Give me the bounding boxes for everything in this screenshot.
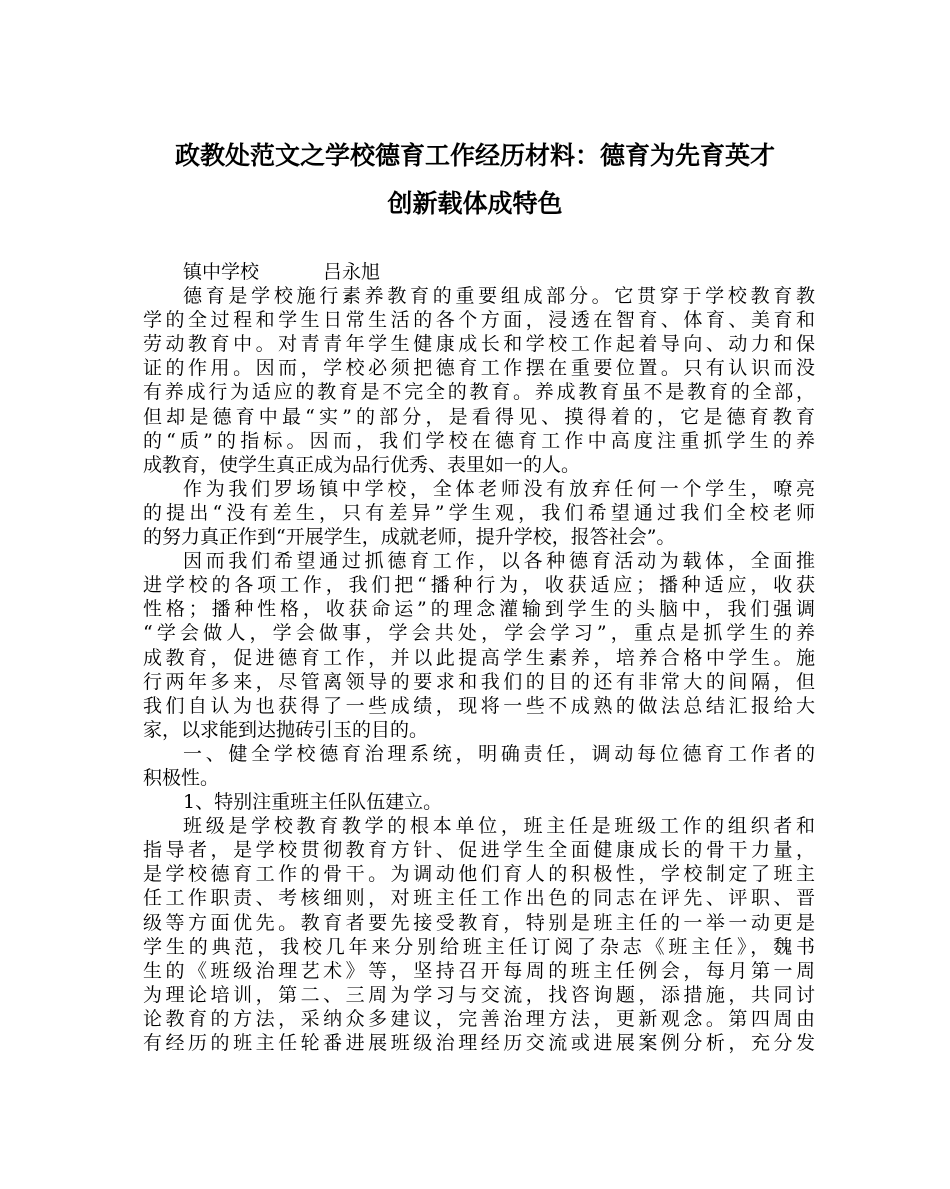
section-heading-line: 一、健全学校德育治理系统，明确责任，调动每位德育工作者的 (183, 742, 815, 765)
title-line-1: 政教处范文之学校德育工作经历材料：德育为先育英才 (174, 141, 775, 170)
text-line: 指导者，是学校贯彻教育方针、促进学生全面健康成长的骨干力量， (143, 839, 815, 862)
text-line: 班级是学校教育教学的根本单位，班主任是班级工作的组织者和 (183, 815, 815, 838)
document-body (143, 260, 815, 1055)
byline (143, 260, 815, 284)
author-name: 吕永旭 (323, 261, 381, 283)
text-line: 劳动教育中。对青青年学生健康成长和学校工作起着导向、动力和保 (143, 333, 815, 356)
title-line-2: 创新载体成特色 (387, 189, 563, 218)
text-line: 的提出“没有差生，只有差异”学生观，我们希望通过我们全校老师 (143, 501, 815, 524)
text-line: 有养成行为适应的教育是不完全的教育。养成教育虽不是教育的全部， (143, 381, 815, 404)
text-line: 的“质”的指标。因而，我们学校在德育工作中高度注重抓学生的养 (143, 429, 815, 452)
text-line: 的努力真正作到“开展学生，成就老师，提升学校，报答社会”。 (143, 526, 676, 549)
text-line: 学的全过程和学生日常生活的各个方面，浸透在智育、体育、美育和 (143, 309, 815, 332)
text-line: 德育是学校施行素养教育的重要组成部分。它贯穿于学校教育教 (183, 285, 815, 308)
text-line: 论教育的方法，采纳众多建议，完善治理方法，更新观念。第四周由 (143, 1007, 815, 1030)
text-line: 作为我们罗场镇中学校，全体老师没有放弃任何一个学生，嘹亮 (183, 477, 815, 500)
text-line: 是学校德育工作的骨干。为调动他们育人的积极性，学校制定了班主 (143, 863, 815, 886)
text-line: 成教育，使学生真正成为品行优秀、表里如一的人。 (143, 453, 581, 476)
school-name: 镇中学校 (183, 261, 260, 283)
subsection-heading: 1、特别注重班主任队伍建立。 (183, 791, 443, 814)
text-line: 行两年多来，尽管离领导的要求和我们的目的还有非常大的间隔，但 (143, 670, 815, 693)
text-line: 生的《班级治理艺术》等，坚持召开每周的班主任例会，每月第一周 (143, 959, 815, 982)
text-line: 我们自认为也获得了一些成绩，现将一些不成熟的做法总结汇报给大 (143, 694, 815, 717)
text-line: 级等方面优先。教育者要先接受教育，特别是班主任的一举一动更是 (143, 911, 815, 934)
section-heading-line: 积极性。 (143, 766, 220, 789)
text-line: 成教育，促进德育工作，并以此提高学生素养，培养合格中学生。施 (143, 646, 815, 669)
text-line: 为理论培训，第二、三周为学习与交流，找咨询题，添措施，共同讨 (143, 983, 815, 1006)
text-line: 性格；播种性格，收获命运”的理念灌输到学生的头脑中，我们强调 (143, 598, 815, 621)
text-line: 任工作职责、考核细则，对班主任工作出色的同志在评先、评职、晋 (143, 887, 815, 910)
text-line: 证的作用。因而，学校必须把德育工作摆在重要位置。只有认识而没 (143, 357, 815, 380)
document-title (130, 132, 820, 228)
text-line: “学会做人，学会做事，学会共处，学会学习”，重点是抓学生的养 (143, 622, 815, 645)
text-line: 但却是德育中最“实”的部分，是看得见、摸得着的，它是德育教育 (143, 405, 815, 428)
text-line: 进学校的各项工作，我们把“播种行为，收获适应；播种适应，收获 (143, 574, 815, 597)
text-line: 家，以求能到达抛砖引玉的目的。 (143, 718, 429, 741)
text-line: 有经历的班主任轮番进展班级治理经历交流或进展案例分析，充分发 (143, 1032, 815, 1054)
text-line: 因而我们希望通过抓德育工作，以各种德育活动为载体，全面推 (183, 550, 815, 573)
text-line: 学生的典范，我校几年来分别给班主任订阅了杂志《班主任》，魏书 (143, 935, 815, 958)
